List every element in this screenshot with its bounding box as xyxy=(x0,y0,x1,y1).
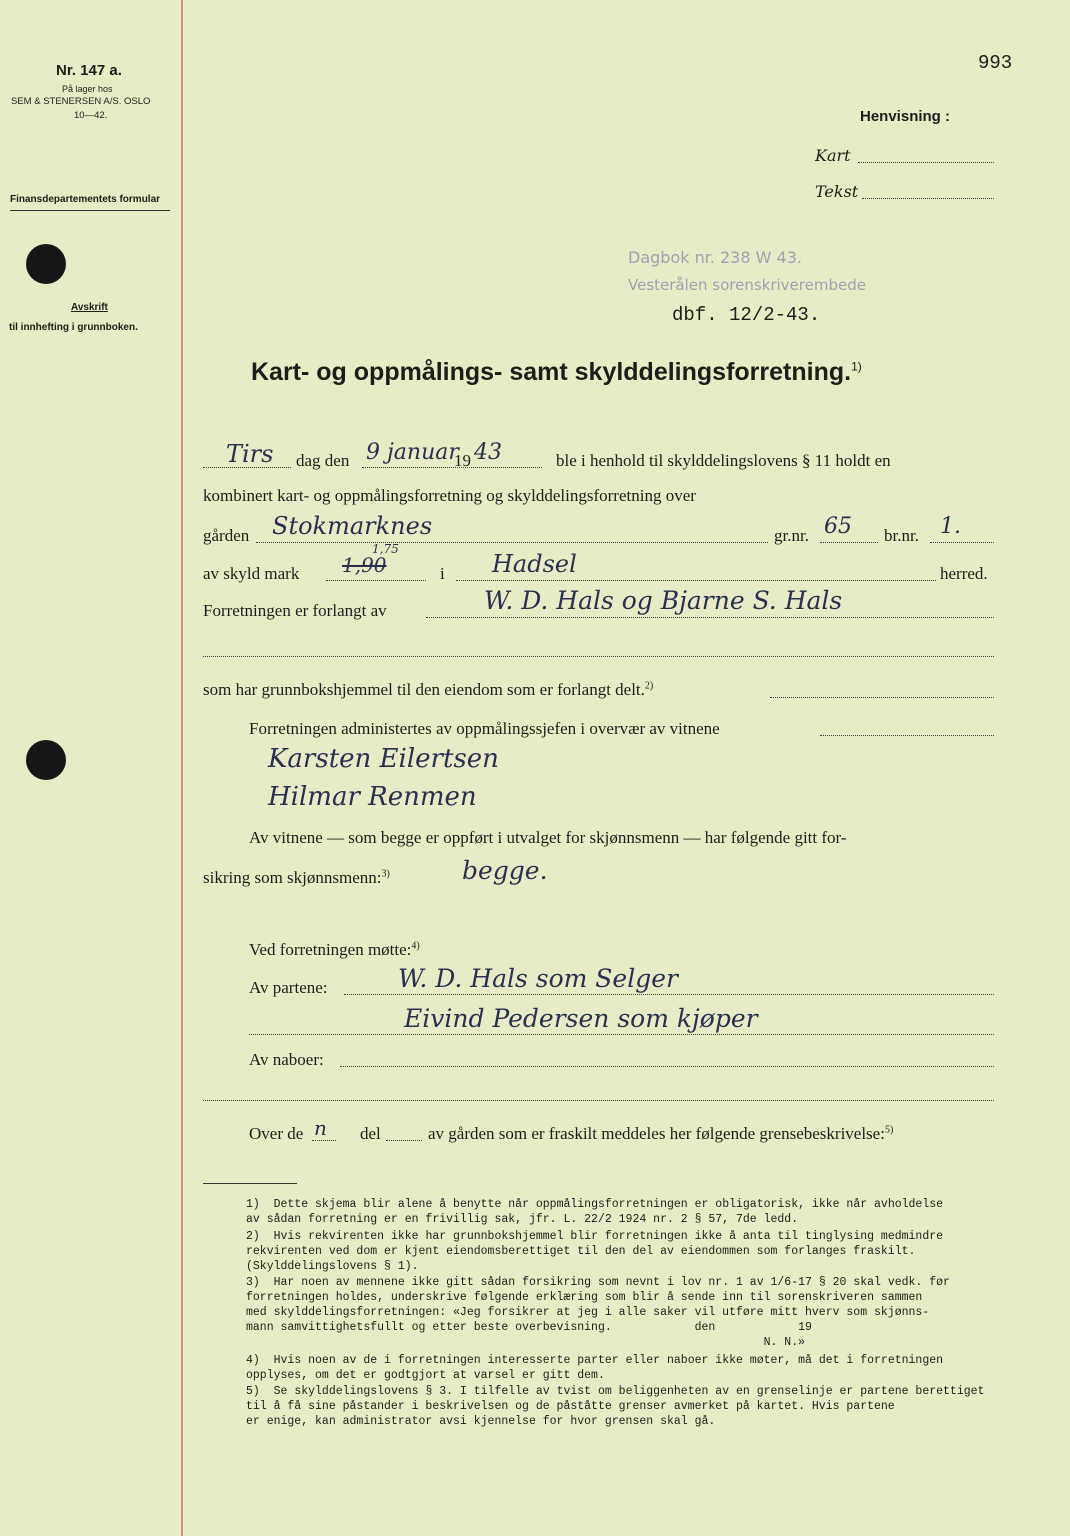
form-number: Nr. 147 a. xyxy=(56,62,122,79)
neighbours-line xyxy=(340,1066,994,1067)
text-line xyxy=(862,198,994,199)
over-hand: n xyxy=(314,1116,327,1140)
over-text-b: del xyxy=(360,1124,381,1143)
page-number: 993 xyxy=(978,52,1013,74)
date-hand: 9 januar xyxy=(366,440,459,465)
text-label: Tekst xyxy=(815,182,859,201)
party2-line xyxy=(249,1034,994,1035)
page-title: Kart- og oppmålings- samt skylddelingsforretning.$^{1)}$ xyxy=(251,358,862,386)
party1-hand: W. D. Hals som Selger xyxy=(398,964,678,993)
journal-stamp: Dagbok nr. 238 W 43. xyxy=(628,248,802,267)
publisher-date: 10—42. xyxy=(74,110,108,121)
farm-label: gården xyxy=(203,526,250,545)
footnote-1: 1) Dette skjema blir alene å benytte når oppmålingsforretningen er obligatorisk, ikke når avholdelse av sådan forretning er en frivillig sak, jfr. L. 22/2 1924 nr. 2 § 57, 7de ledd. xyxy=(246,1198,944,1226)
over-line1 xyxy=(312,1140,336,1141)
intro-text: ble i henhold til skylddelingslovens § 11 holdt en xyxy=(556,451,891,470)
parties-label: Av partene: xyxy=(249,978,328,997)
municipality-hand: Hadsel xyxy=(492,550,577,578)
requested-line xyxy=(426,617,994,618)
brnr-hand: 1. xyxy=(940,514,961,539)
office-stamp: Vesterålen sorenskriverembede xyxy=(628,276,866,294)
in-label: i xyxy=(440,564,445,583)
tax-hand: 1,90 xyxy=(342,553,387,577)
party1-line xyxy=(344,994,994,995)
requested-hand: W. D. Hals og Bjarne S. Hals xyxy=(484,586,843,615)
oath-text2: sikring som skjønnsmenn:$^{3)}$ xyxy=(203,868,390,887)
met-text: Ved forretningen møtte:$^{4)}$ xyxy=(249,940,420,959)
footnote-4: 4) Hvis noen av de i forretningen interesserte parter eller naboer ikke møter, må det i forretningen opplyses, om det er godtgjort at varsel er gitt dem. xyxy=(246,1354,944,1382)
requested-label: Forretningen er forlangt av xyxy=(203,601,387,620)
day-label: dag den xyxy=(296,451,350,470)
municipality-line xyxy=(456,580,936,581)
tax-line xyxy=(326,580,426,581)
over-text-a: Over de xyxy=(249,1124,304,1143)
title-deed-line xyxy=(770,697,994,698)
footnote-rule xyxy=(203,1183,297,1184)
publisher-line2: SEM & STENERSEN A/S. OSLO xyxy=(11,96,151,107)
farm-line xyxy=(256,542,768,543)
publisher-line1: På lager hos xyxy=(62,84,113,94)
footnote-3: 3) Har noen av mennene ikke gitt sådan forsikring som nevnt i lov nr. 1 av 1/6-17 § 20 skal vedk. før forretningen holdes, underskrive følgende erklæring som blir å sende inn til sorenskriveren sammen med skylddelingsforretningen: «Jeg forsikrer at jeg i alle saker vil utføre mitt hverv som skjønns- mann samvittighetsfullt og etter beste overbevisning. den 19 N. N.» xyxy=(246,1276,950,1349)
footnote-5: 5) Se skylddelingslovens § 3. I tilfelle av tvist om beliggenheten av en grenselinje er partene berettiget til å få sine påstander i beskrivelsen og de påståtte grenser avmerket på kartet. Hvis partene er enige, kan administrator avsi kjennelse for hvor grensen skal gå. xyxy=(246,1385,985,1428)
weekday-hand: Tirs xyxy=(226,440,274,468)
requested-line2 xyxy=(203,656,994,657)
witness2-hand: Hilmar Renmen xyxy=(268,782,477,812)
margin-rule xyxy=(181,0,183,1536)
grnr-line xyxy=(820,542,878,543)
admin-text: Forretningen administertes av oppmålingssjefen i overvær av vitnene xyxy=(249,719,720,738)
grnr-label: gr.nr. xyxy=(774,526,809,545)
grnr-hand: 65 xyxy=(824,514,852,539)
map-label: Kart xyxy=(815,146,851,165)
year-hand: 43 xyxy=(474,440,502,465)
weekday-line xyxy=(203,467,291,468)
tax-correction: 1,75 xyxy=(372,542,399,556)
ministry-form-rule xyxy=(10,210,170,211)
witness1-hand: Karsten Eilertsen xyxy=(268,744,499,774)
year-prefix: 19 xyxy=(454,451,471,470)
footnote-2: 2) Hvis rekvirenten ikke har grunnbokshjemmel blir forretningen ikke å anta til tinglysing medmindre rekvirenten ved dom er kjent eiendomsberettiget til den del av eiendommen som forlanges fraskilt. (Skylddelingslovens § 1). xyxy=(246,1230,944,1273)
oath-text1: Av vitnene — som begge er oppført i utvalget for skjønnsmenn — har følgende gitt for- xyxy=(249,828,847,847)
over-line2 xyxy=(386,1140,422,1141)
oath-hand: begge. xyxy=(462,856,548,885)
over-text-c: av gården som er fraskilt meddeles her følgende grensebeskrivelse:$^{5)}$ xyxy=(428,1124,894,1143)
neighbours-line2 xyxy=(203,1100,994,1101)
date-line xyxy=(362,467,542,468)
herred-label: herred. xyxy=(940,564,988,583)
brnr-label: br.nr. xyxy=(884,526,919,545)
intro-text2: kombinert kart- og oppmålingsforretning og skylddelingsforretning over xyxy=(203,486,696,505)
party2-hand: Eivind Pedersen som kjøper xyxy=(404,1004,758,1033)
brnr-line xyxy=(930,542,994,543)
ministry-form: Finansdepartementets formular xyxy=(10,194,161,205)
punch-hole-bottom xyxy=(26,740,66,780)
title-deed-text: som har grunnbokshjemmel til den eiendom som er forlangt delt.$^{2)}$ xyxy=(203,680,654,699)
farm-hand: Stokmarknes xyxy=(272,512,433,540)
copy-note: til innhefting i grunnboken. xyxy=(9,322,138,333)
tax-label: av skyld mark xyxy=(203,564,300,583)
admin-line xyxy=(820,735,994,736)
neighbours-label: Av naboer: xyxy=(249,1050,324,1069)
map-line xyxy=(858,162,994,163)
copy-label: Avskrift xyxy=(71,302,108,313)
reference-label: Henvisning : xyxy=(860,108,951,125)
registration-date: dbf. 12/2-43. xyxy=(672,304,821,326)
punch-hole-top xyxy=(26,244,66,284)
